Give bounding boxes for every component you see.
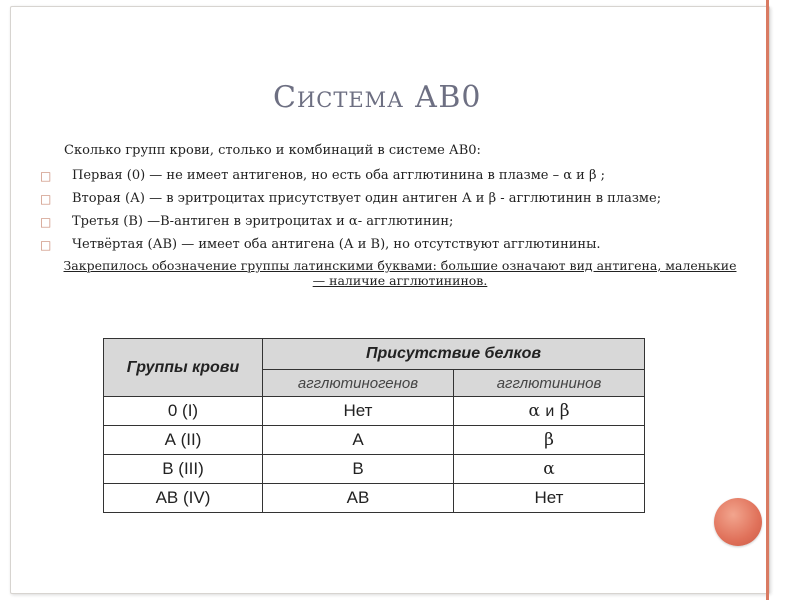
- table-header-row: [104, 339, 645, 370]
- bullet-text: Вторая (А) — в эритроцитах присутствует один антиген А и β - агглютинин в плазме;: [72, 191, 662, 206]
- table-row: [104, 397, 645, 426]
- cell-antigens: В: [263, 455, 454, 484]
- decorative-dot: [714, 498, 762, 546]
- bullet-item: [40, 190, 661, 213]
- cell-agglutinins: α: [454, 455, 645, 484]
- alpha-symbol: α: [528, 401, 540, 421]
- header-protein-presence: Присутствие белков: [263, 339, 645, 370]
- beta-symbol: β: [559, 401, 570, 421]
- subheader-agglutinogens: агглютиногенов: [263, 370, 454, 397]
- cell-agglutinins: Нет: [454, 484, 645, 513]
- cell-antigens: А: [263, 426, 454, 455]
- conjunction: и: [545, 403, 555, 420]
- bullet-item: [40, 167, 661, 190]
- cell-group: 0 (I): [104, 397, 263, 426]
- cell-agglutinins: [454, 397, 645, 426]
- cell-antigens: АВ: [263, 484, 454, 513]
- bullet-text: Первая (0) — не имеет антигенов, но есть оба агглютинина в плазме – α и β ;: [72, 168, 605, 183]
- subheader-agglutinins: агглютининов: [454, 370, 645, 397]
- cell-group: А (II): [104, 426, 263, 455]
- bullet-text: Четвёртая (АВ) — имеет оба антигена (А и В), но отсутствуют агглютинины.: [72, 237, 601, 252]
- bullet-item: [40, 236, 661, 259]
- cell-group: АВ (IV): [104, 484, 263, 513]
- blood-group-table: [103, 338, 645, 513]
- notation-note: Закрепилось обозначение группы латинскими буквами: большие означают вид антигена, маленькие — наличие агглютининов.: [63, 258, 737, 288]
- cell-antigens: Нет: [263, 397, 454, 426]
- bullet-icon: □: [40, 192, 52, 206]
- cell-group: В (III): [104, 455, 263, 484]
- bullet-icon: □: [40, 238, 52, 252]
- bullet-icon: □: [40, 169, 52, 183]
- slide-title: Система АВ0: [273, 80, 482, 115]
- table-row: [104, 455, 645, 484]
- bullet-icon: □: [40, 215, 52, 229]
- bullet-item: [40, 213, 661, 236]
- cell-agglutinins: β: [454, 426, 645, 455]
- table-row: [104, 426, 645, 455]
- intro-text: Сколько групп крови, столько и комбинаций в системе АВ0:: [64, 143, 481, 158]
- bullet-text: Третья (В) —В-антиген в эритроцитах и α- агглютинин;: [72, 214, 454, 229]
- bullet-list: [40, 167, 661, 259]
- accent-rule: [766, 0, 769, 600]
- table-row: [104, 484, 645, 513]
- header-blood-groups: Группы крови: [104, 339, 263, 397]
